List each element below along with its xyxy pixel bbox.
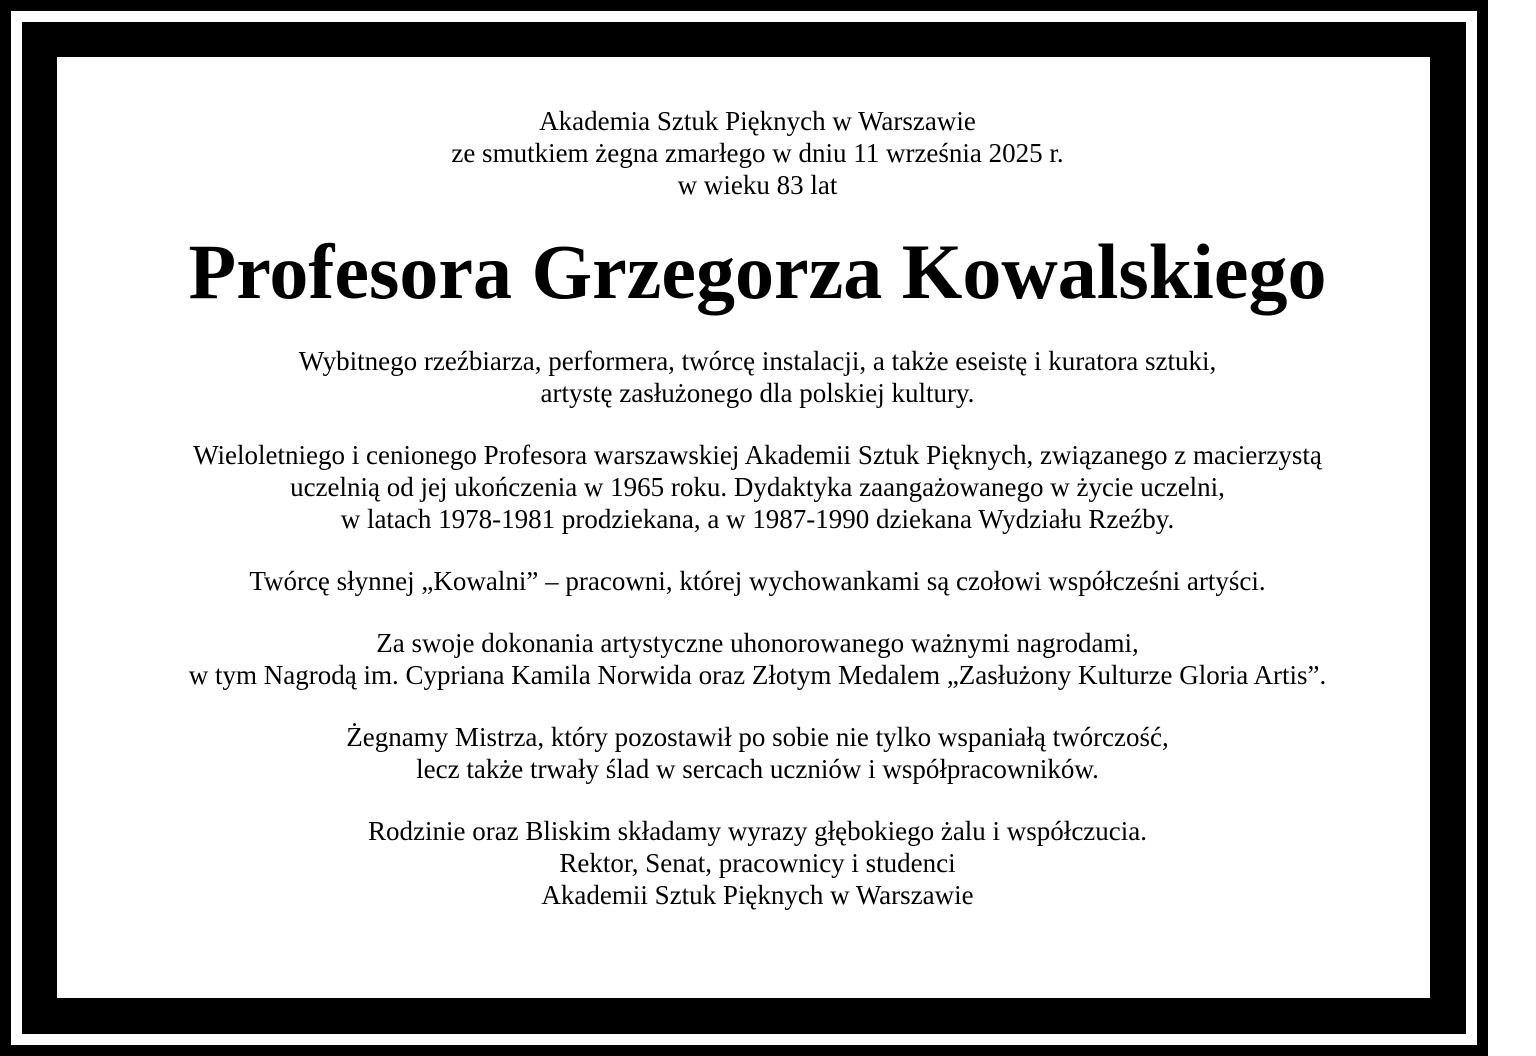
obituary-content: [57, 57, 1430, 998]
paragraph-line: Żegnamy Mistrza, który pozostawił po sobie nie tylko wspaniałą twórczość,: [346, 722, 1169, 752]
paragraph-line: lecz także trwały ślad w sercach uczniów i współpracowników.: [416, 754, 1099, 784]
paragraph-line: Wybitnego rzeźbiarza, performera, twórcę instalacji, a także eseistę i kuratora sztuki,: [298, 346, 1217, 376]
paragraph: [85, 721, 1430, 785]
header: [85, 105, 1430, 201]
paragraph-line: artystę zasłużonego dla polskiej kultury.: [540, 378, 975, 408]
paragraph: [85, 815, 1430, 911]
paragraph-line: Akademii Sztuk Pięknych w Warszawie: [541, 880, 974, 910]
paragraph: [85, 627, 1430, 691]
paragraph-line: Twórcę słynnej „Kowalni” – pracowni, której wychowankami są czołowi współcześni artyści.: [249, 566, 1266, 596]
paragraph-line: w latach 1978-1981 prodziekana, a w 1987-1990 dziekana Wydziału Rzeźby.: [340, 504, 1175, 534]
paragraph: [85, 439, 1430, 535]
body-text: [85, 345, 1430, 911]
paragraph: [85, 565, 1430, 597]
paragraph-line: w tym Nagrodą im. Cypriana Kamila Norwida oraz Złotym Medalem „Zasłużony Kulturze Gloria Artis”.: [188, 660, 1327, 690]
header-line: ze smutkiem żegna zmarłego w dniu 11 września 2025 r.: [451, 138, 1064, 168]
paragraph-line: Rodzinie oraz Bliskim składamy wyrazy głębokiego żalu i współczucia.: [367, 816, 1148, 846]
deceased-name: Profesora Grzegorza Kowalskiego: [188, 228, 1327, 315]
paragraph-line: Za swoje dokonania artystyczne uhonorowanego ważnymi nagrodami,: [376, 628, 1139, 658]
paragraph-line: Rektor, Senat, pracownicy i studenci: [559, 848, 956, 878]
paragraph: [85, 345, 1430, 409]
paragraph-line: uczelnią od jej ukończenia w 1965 roku. Dydaktyka zaangażowanego w życie uczelni,: [290, 472, 1225, 502]
header-line: Akademia Sztuk Pięknych w Warszawie: [539, 106, 976, 136]
header-line: w wieku 83 lat: [677, 170, 838, 200]
paragraph-line: Wieloletniego i cenionego Profesora warszawskiej Akademii Sztuk Pięknych, związanego z macierzystą: [193, 440, 1322, 470]
